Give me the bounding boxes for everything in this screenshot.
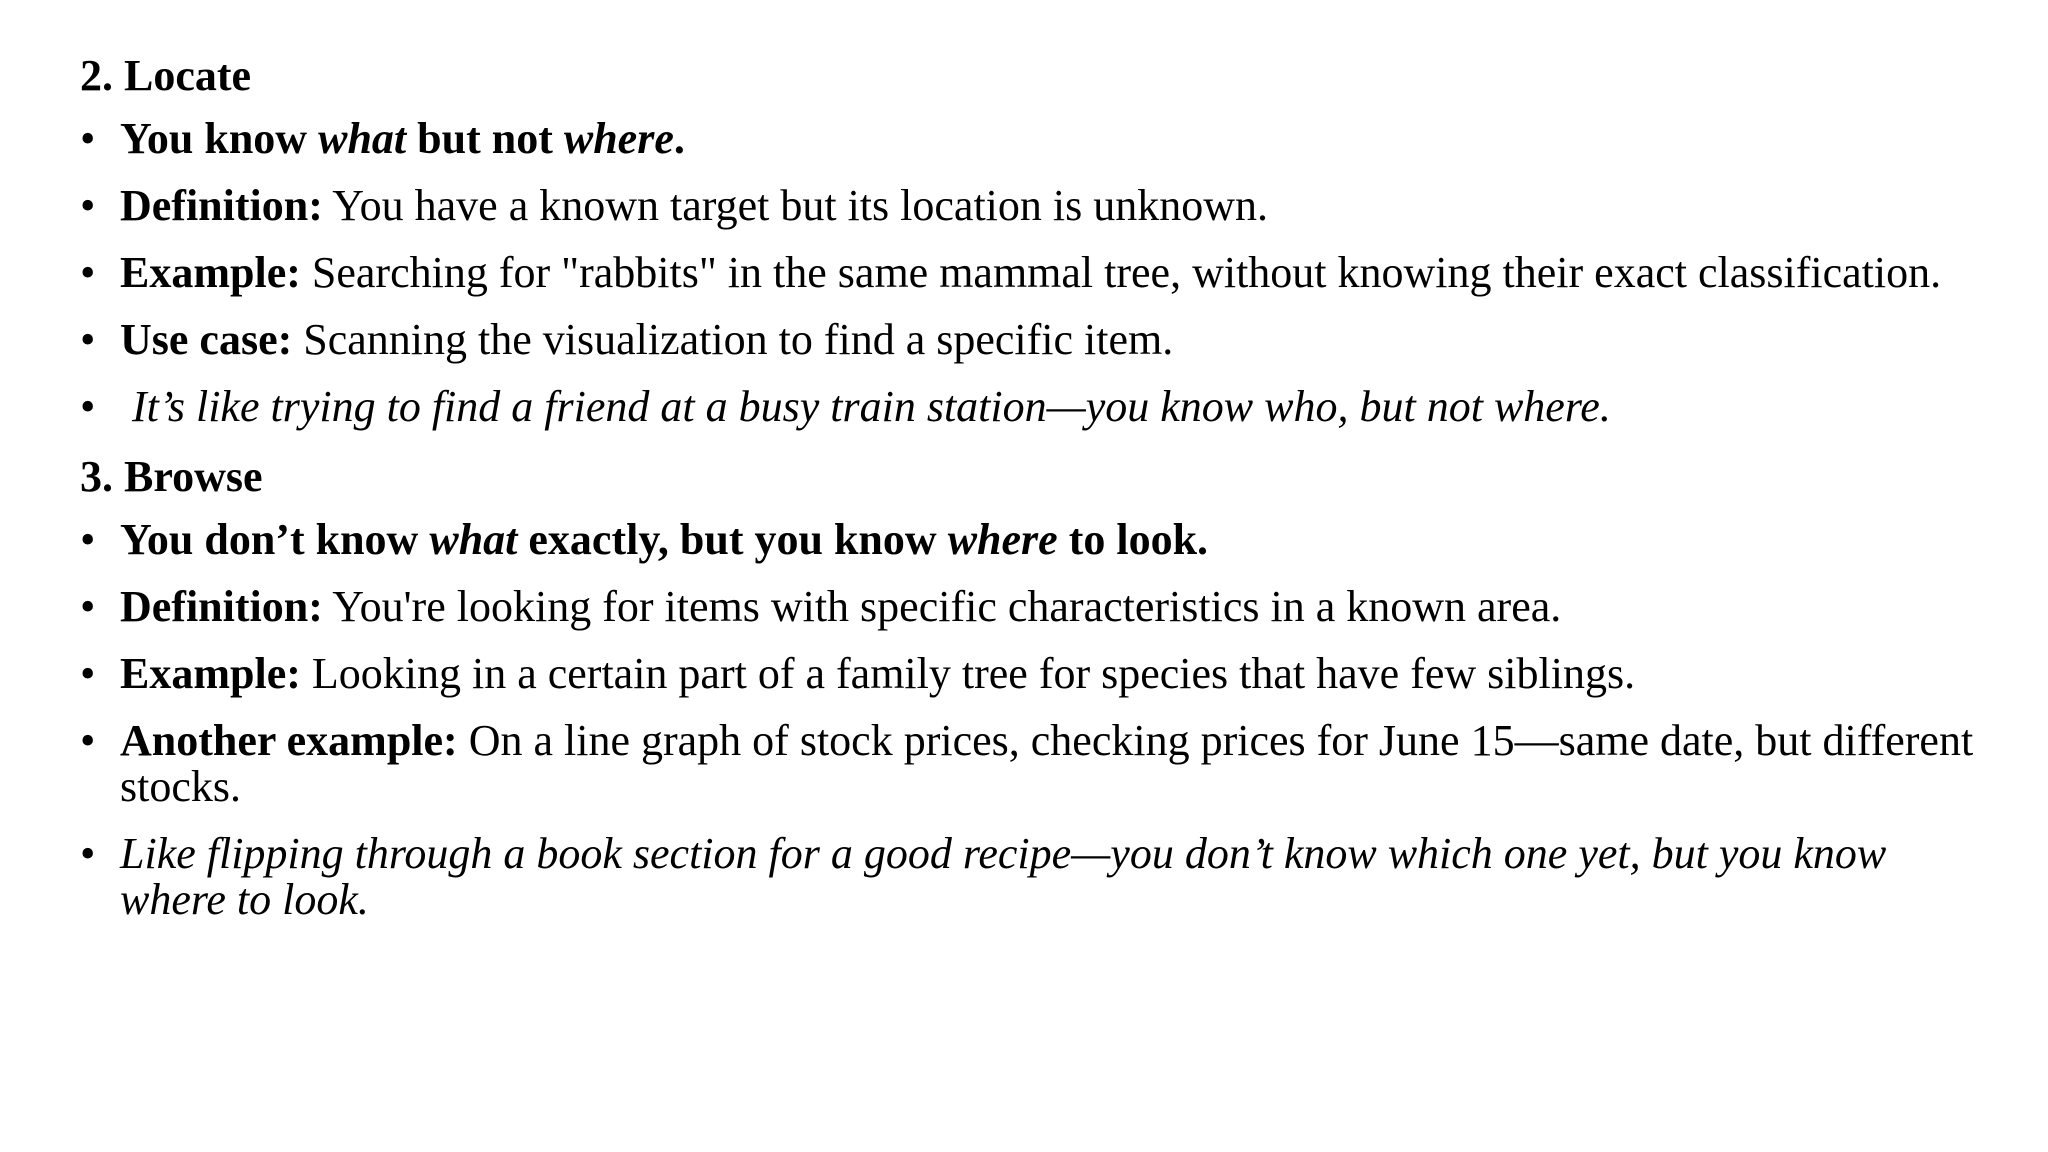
bullet-text: Looking in a certain part of a family tree for species that have few siblings. (300, 649, 1636, 698)
bullet-text: Searching for "rabbits" in the same mammal tree, without knowing their exact classification. (300, 248, 1942, 297)
bullet-label: Definition: (120, 181, 323, 230)
browse-bullet-definition (80, 584, 1980, 630)
bullet-dot: • (80, 649, 96, 698)
bullet-text: Scanning the visualization to find a specific item. (292, 315, 1174, 364)
bullet-dot: • (80, 515, 96, 564)
bullet-dot: • (80, 382, 96, 431)
bullet-text: It’s like trying to find a friend at a busy train station—you know who, but not where. (132, 382, 1611, 431)
summary-part: exactly, but you know (517, 515, 948, 564)
locate-bullet-analogy (80, 384, 1980, 430)
bullet-label: Example: (120, 649, 301, 698)
summary-emphasis: what (318, 114, 407, 163)
bullet-label: Another example: (120, 716, 458, 765)
bullet-label: Example: (120, 248, 301, 297)
locate-bullet-use-case (80, 317, 1980, 363)
summary-part: . (673, 114, 685, 163)
browse-bullet-example (80, 651, 1980, 697)
browse-bullet-another-example (80, 718, 1980, 810)
locate-bullet-definition (80, 183, 1980, 229)
summary-part: to look. (1057, 515, 1209, 564)
browse-bullet-summary (80, 517, 1980, 563)
summary-emphasis: what (429, 515, 518, 564)
bullet-dot: • (80, 829, 96, 878)
summary-emphasis: where (947, 515, 1058, 564)
bullet-label: Use case: (120, 315, 293, 364)
browse-bullet-analogy (80, 831, 1980, 923)
bullet-dot: • (80, 181, 96, 230)
bullet-dot: • (80, 114, 96, 163)
bullet-dot: • (80, 315, 96, 364)
bullet-dot: • (80, 716, 96, 765)
summary-emphasis: where (563, 114, 674, 163)
bullet-text: You have a known target but its location is unknown. (322, 181, 1269, 230)
bullet-text: On a line graph of stock prices, checking prices for June 15—same date, but different stocks. (120, 716, 1974, 811)
bullet-dot: • (80, 582, 96, 631)
locate-bullet-summary (80, 116, 1980, 162)
summary-part: but not (406, 114, 564, 163)
browse-heading: 3. Browse (80, 452, 263, 501)
bullet-label: Definition: (120, 582, 323, 631)
summary-part: You know (120, 114, 319, 163)
locate-bullet-example (80, 250, 1980, 296)
summary-part: You don’t know (120, 515, 430, 564)
bullet-text: Like flipping through a book section for a good recipe—you don’t know which one yet, but you know where to look. (120, 829, 1887, 924)
slide-content (80, 50, 1980, 944)
bullet-text: You're looking for items with specific characteristics in a known area. (322, 582, 1562, 631)
bullet-dot: • (80, 248, 96, 297)
locate-heading: 2. Locate (80, 51, 252, 100)
